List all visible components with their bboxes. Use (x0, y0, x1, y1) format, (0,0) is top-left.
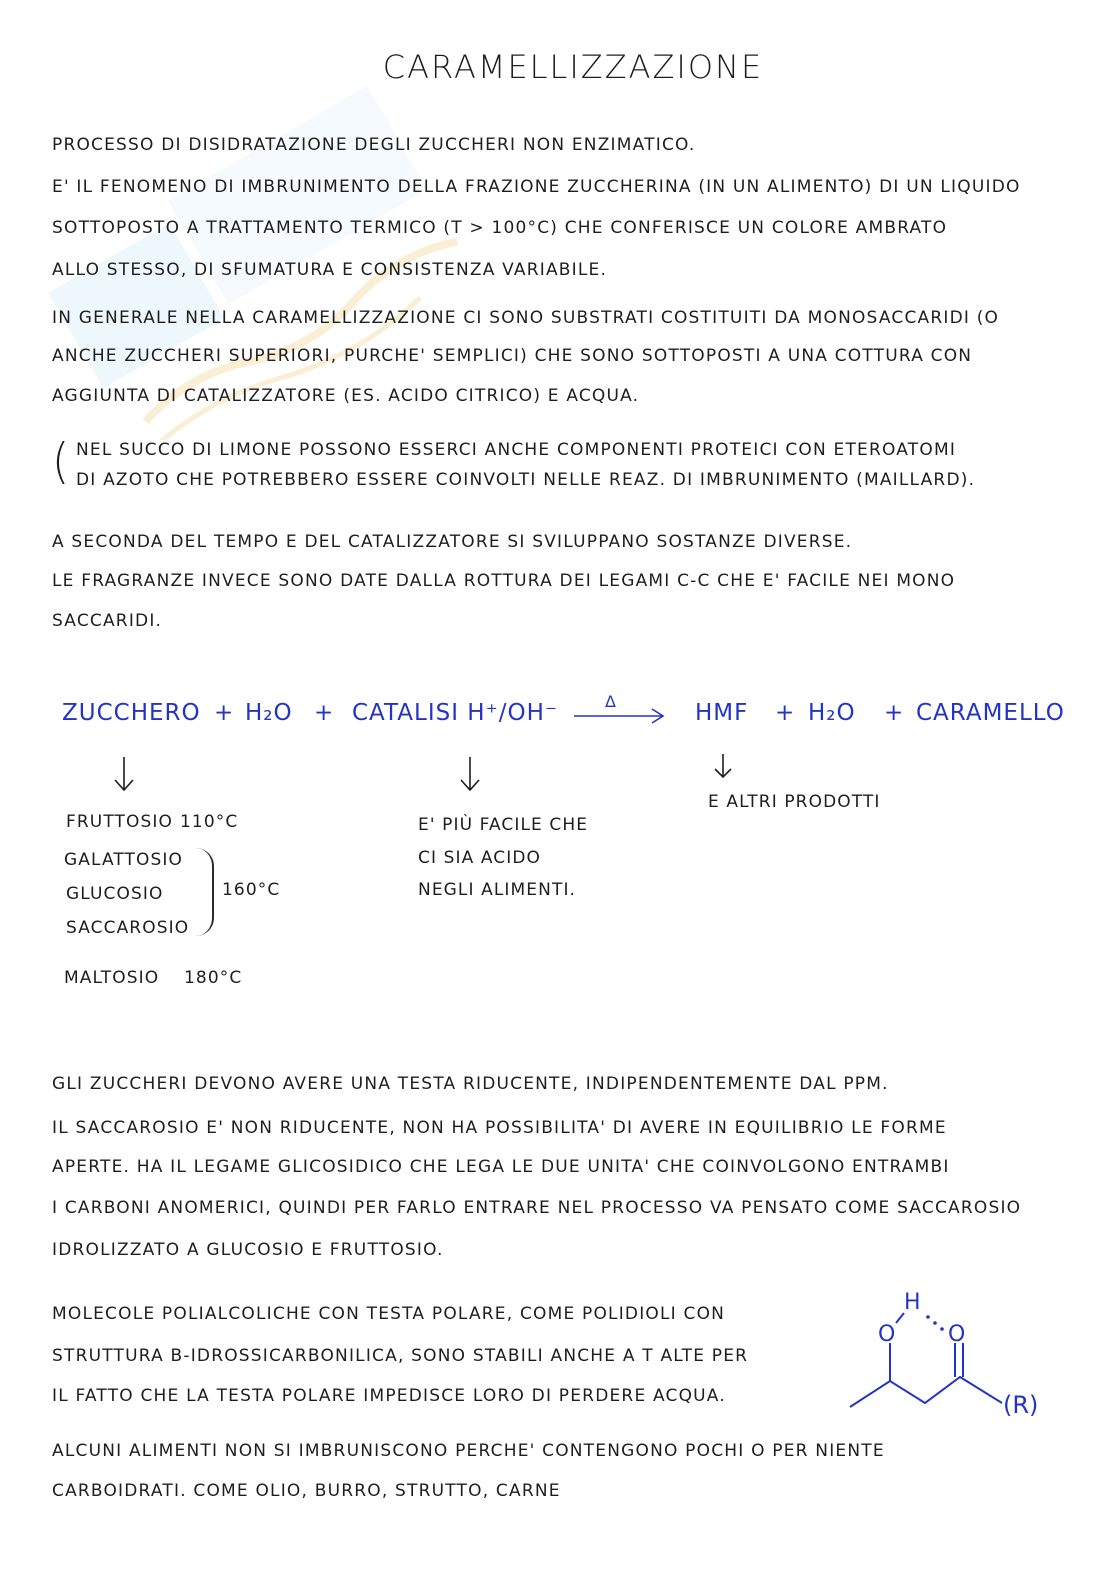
general-line: IN GENERALE NELLA CARAMELLIZZAZIONE CI SONO SUBSTRATI COSTITUITI DA MONOSACCARIDI (O (52, 308, 1000, 328)
eq-caramel: CARAMELLO (916, 700, 1065, 726)
note-line: DI AZOTO CHE POTREBBERO ESSERE COINVOLTI NELLE REAZ. DI IMBRUNIMENTO (MAILLARD). (76, 470, 976, 490)
eq-water: H₂O (245, 700, 293, 726)
arrow-down-icon (112, 755, 136, 793)
note-bracket: ( (52, 433, 70, 490)
temp-fruttosio: 110°C (180, 812, 239, 832)
eq-delta: Δ (605, 692, 616, 711)
sugar-group-brace (196, 848, 214, 936)
temp-maltosio: 180°C (184, 968, 243, 988)
eq-plus: + (214, 700, 235, 726)
products-note: E ALTRI PRODOTTI (708, 792, 881, 812)
sugar-fruttosio: FRUTTOSIO (66, 812, 173, 832)
sugar-saccarosio: SACCAROSIO (66, 918, 190, 938)
molecule-h: H (904, 1290, 921, 1315)
polyols-line: IL FATTO CHE LA TESTA POLARE IMPEDISCE LORO DI PERDERE ACQUA. (52, 1386, 726, 1406)
reducing-line: I CARBONI ANOMERICI, QUINDI PER FARLO ENTRARE NEL PROCESSO VA PENSATO COME SACCAROSIO (52, 1198, 1022, 1218)
catalysis-note-line: E' PIÙ FACILE CHE (418, 815, 589, 835)
page-title: CARAMELLIZZAZIONE (382, 48, 764, 86)
arrow-down-icon (458, 755, 482, 793)
molecule-o-carbonyl: O (948, 1322, 966, 1347)
note-line: NEL SUCCO DI LIMONE POSSONO ESSERCI ANCHE COMPONENTI PROTEICI CON ETEROATOMI (76, 440, 957, 460)
intro-line: PROCESSO DI DISIDRATAZIONE DEGLI ZUCCHERI NON ENZIMATICO. (52, 135, 696, 155)
eq-catalysis: CATALISI H⁺/OH⁻ (352, 700, 559, 726)
beta-hydroxycarbonyl-structure (840, 1285, 1060, 1435)
reducing-line: IL SACCAROSIO E' NON RIDUCENTE, NON HA POSSIBILITA' DI AVERE IN EQUILIBRIO LE FORME (52, 1118, 947, 1138)
reaction-arrow-icon (572, 704, 668, 726)
sugar-maltosio: MALTOSIO (64, 968, 160, 988)
intro-line: E' IL FENOMENO DI IMBRUNIMENTO DELLA FRAZIONE ZUCCHERINA (IN UN ALIMENTO) DI UN LIQUIDO (52, 177, 1021, 197)
eq-water: H₂O (808, 700, 856, 726)
arrow-down-icon (712, 752, 734, 780)
temp-group: 160°C (222, 880, 281, 900)
eq-sugar: ZUCCHERO (62, 700, 201, 726)
second-line: A SECONDA DEL TEMPO E DEL CATALIZZATORE SI SVILUPPANO SOSTANZE DIVERSE. (52, 532, 853, 552)
closing-line: ALCUNI ALIMENTI NON SI IMBRUNISCONO PERCHE' CONTENGONO POCHI O PER NIENTE (52, 1441, 885, 1461)
closing-line: CARBOIDRATI. COME OLIO, BURRO, STRUTTO, CARNE (52, 1481, 561, 1501)
intro-line: SOTTOPOSTO A TRATTAMENTO TERMICO (T > 100°C) CHE CONFERISCE UN COLORE AMBRATO (52, 218, 948, 238)
general-line: AGGIUNTA DI CATALIZZATORE (ES. ACIDO CITRICO) E ACQUA. (52, 386, 640, 406)
second-line: LE FRAGRANZE INVECE SONO DATE DALLA ROTTURA DEI LEGAMI C-C CHE E' FACILE NEI MONO (52, 571, 956, 591)
eq-plus: + (884, 700, 905, 726)
general-line: ANCHE ZUCCHERI SUPERIORI, PURCHE' SEMPLICI) CHE SONO SOTTOPOSTI A UNA COTTURA CON (52, 346, 973, 366)
watermark-logo (10, 40, 510, 440)
catalysis-note-line: CI SIA ACIDO (418, 848, 542, 868)
intro-line: ALLO STESSO, DI SFUMATURA E CONSISTENZA VARIABILE. (52, 260, 608, 280)
eq-plus: + (775, 700, 796, 726)
reducing-line: IDROLIZZATO A GLUCOSIO E FRUTTOSIO. (52, 1240, 444, 1260)
sugar-glucosio: GLUCOSIO (66, 884, 164, 904)
molecule-r-group: (R) (1003, 1391, 1039, 1419)
reducing-line: APERTE. HA IL LEGAME GLICOSIDICO CHE LEGA LE DUE UNITA' CHE COINVOLGONO ENTRAMBI (52, 1157, 950, 1177)
reducing-line: GLI ZUCCHERI DEVONO AVERE UNA TESTA RIDUCENTE, INDIPENDENTEMENTE DAL PPM. (52, 1074, 889, 1094)
molecule-o-hydroxyl: O (878, 1322, 896, 1347)
catalysis-note-line: NEGLI ALIMENTI. (418, 880, 577, 900)
polyols-line: STRUTTURA Β-IDROSSICARBONILICA, SONO STABILI ANCHE A T ALTE PER (52, 1346, 749, 1366)
second-line: SACCARIDI. (52, 611, 163, 631)
sugar-galattosio: GALATTOSIO (64, 850, 184, 870)
eq-plus: + (314, 700, 335, 726)
eq-hmf: HMF (695, 700, 749, 726)
polyols-line: MOLECOLE POLIALCOLICHE CON TESTA POLARE, COME POLIDIOLI CON (52, 1304, 726, 1324)
